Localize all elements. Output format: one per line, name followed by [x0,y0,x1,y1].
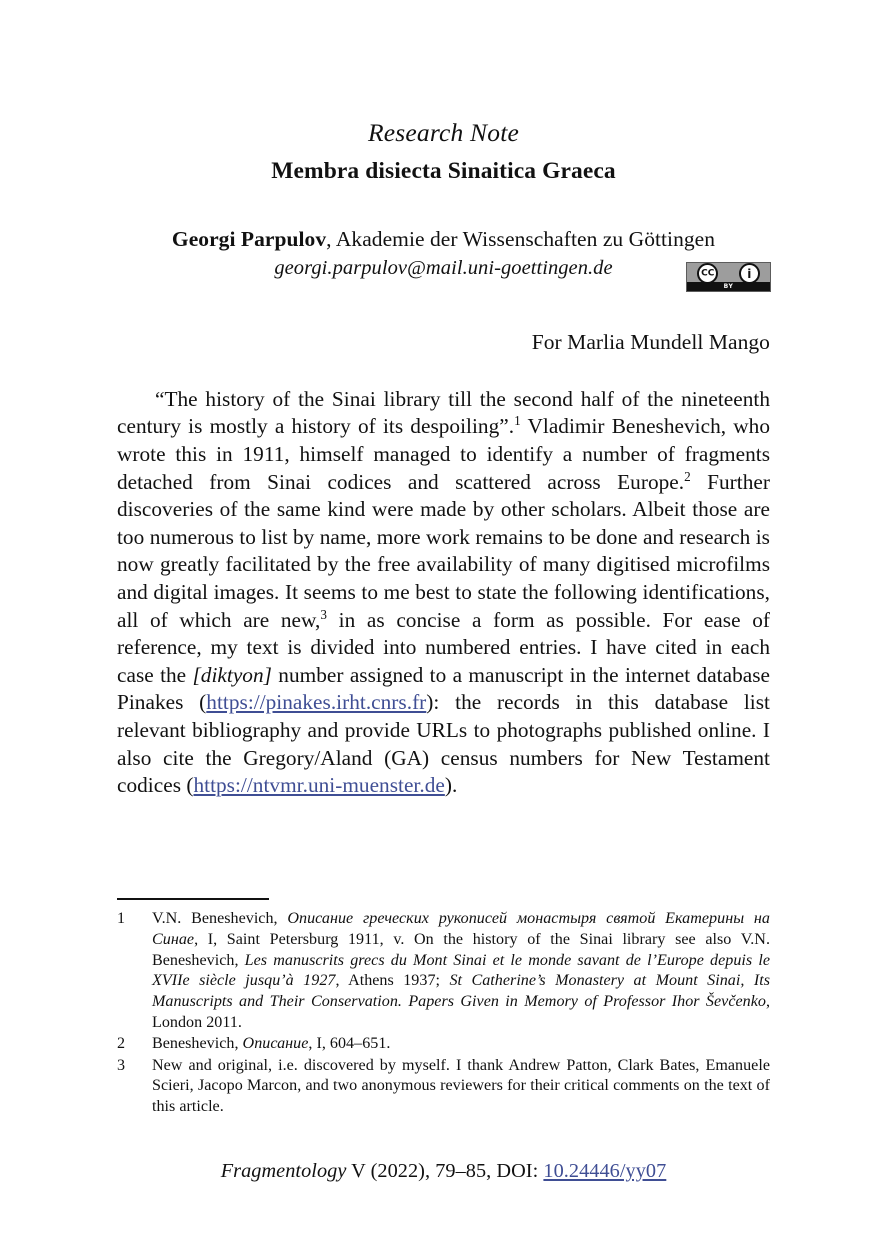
footnote-segment: , I, 604–651. [308,1035,391,1053]
article-type-label: Research Note [367,118,520,147]
footnote-title-italic: Описание [242,1035,309,1053]
footnote-marker-2[interactable]: 2 [684,468,691,484]
footnote-segment: V.N. Beneshevich, [152,910,288,927]
by-glyph-label: i [747,266,752,281]
footnote-marker-3[interactable]: 3 [320,606,328,622]
footnote-title-italic: St Catherine’s Monastery at Mount Sinai, Its Manuscripts and Their Conservation. Papers Given in Memory of Professor Ihor Ševčenko [152,972,770,1011]
footnote-title-italic: Описание греческих рукописей монастыря святой Екатерины на Синае [152,910,770,948]
footnote-separator-rule [117,898,269,900]
page-title: Membra disiecta Sinaitica Graeca [271,158,616,185]
footnote-text [152,1034,770,1055]
cc-glyph-label: CC [701,268,715,278]
body-text-part-4: in as concise a form as possible. For ease of reference, my text is divided into numbered entries. I have cited in each case the [117,607,770,687]
footnote-number: 1 [117,910,126,927]
footnote-segment: New and original, i.e. discovered by myself. I thank Andrew Patton, Clark Bates, Emanuele Scieri, Jacopo Marcon, and two anonymous reviewers for their critical comments on the text of this article. [152,1056,770,1116]
article-header [117,0,770,290]
body-text-part-2: Vladimir Beneshevich, who wrote this in 1911, himself managed to identify a number of fragments detached from Sinai codices and scattered across Europe. [117,414,770,494]
footnotes-section [117,898,770,1118]
footnote-number: 2 [117,1035,126,1053]
diktyon-term: [diktyon] [192,662,272,687]
body-text-part-5: number assigned to a manuscript in the internet database Pinakes ( [117,662,770,715]
journal-citation-footer [117,1159,770,1184]
ntvmr-database-link[interactable]: https://ntvmr.uni-muenster.de [193,773,445,798]
footnote-marker-1[interactable]: 1 [514,413,521,429]
author-name: Georgi Parpulov [171,226,327,251]
footnote-segment: , London 2011. [152,993,770,1031]
footnote-segment: Beneshevich, [152,1035,243,1053]
cc-by-license-badge[interactable] [686,262,771,292]
footnote-item [117,1034,770,1055]
body-paragraph [117,356,770,800]
body-text-part-6: ): the records in this database list relevant bibliography and provide URLs to photographs published online. I also cite the Gregory/Aland (GA) census numbers for New Testament codices ( [117,690,770,798]
dedication-line: For Marlia Mundell Mango [531,330,770,354]
cc-by-label: BY [687,282,770,291]
doi-link[interactable]: 10.24446/yy07 [543,1160,667,1182]
page-content-column [117,0,770,1240]
journal-name: Fragmentology [220,1160,347,1182]
footnote-number: 3 [117,1056,126,1074]
footnote-text [152,1056,770,1118]
author-affiliation-line [117,226,770,253]
pinakes-database-link[interactable]: https://pinakes.irht.cnrs.fr [206,690,427,715]
body-text-part-7: ). [444,773,458,798]
footnote-item [117,1056,770,1118]
body-text-part-3: Further discoveries of the same kind were made by other scholars. Albeit those are too numerous to list by name, more work remains to be done and research is now greatly facilitated by the free availability of many digitised microfilms and digital images. It seems to me best to state the following identifications, all of which are new, [117,469,770,632]
footnote-segment: , I, Saint Petersburg 1911, v. On the history of the Sinai library see also V.N. Beneshevich, [152,930,770,969]
author-affiliation: , Akademie der Wissenschaften zu Göttingen [326,226,716,251]
journal-citation-details: V (2022), 79–85, DOI: [346,1160,544,1182]
byline-block [117,226,770,290]
footnote-list [117,909,770,1118]
footnote-title-italic: Les manuscrits grecs du Mont Sinai et le monde savant de l’Europe depuis le XVIIe siècle jusqu’à 1927 [152,951,770,990]
footnote-text [152,909,770,1034]
author-email: georgi.parpulov@mail.uni-goettingen.de [274,257,613,280]
footnote-item [117,909,770,1034]
footnote-segment: , Athens 1937; [335,972,450,990]
body-text-part-1: “The history of the Sinai library till the second half of the nineteenth century is mostly a history of its despoiling”. [117,386,770,439]
